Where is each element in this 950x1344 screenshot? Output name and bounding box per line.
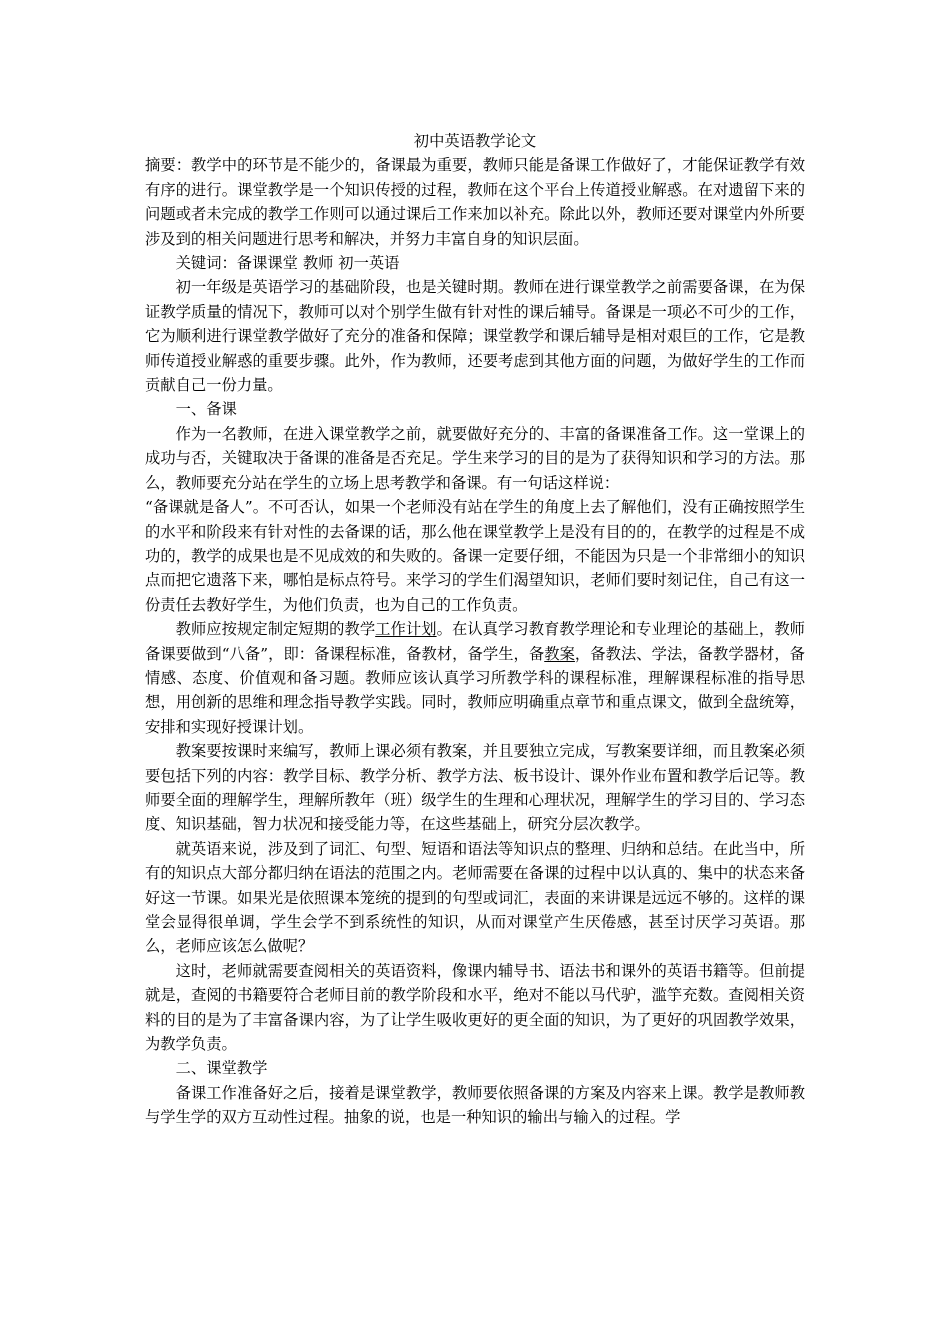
lesson-prep-paragraph-1-continued: “备课就是备人”。不可否认，如果一个老师没有站在学生的角度上去了解他们，没有正确按照学生的水平和阶段来有针对性的去备课的话，那么他在课堂教学上是没有目的的，在教学的过程是不成功的，教学的成果也是不见成效的和失败的。备课一定要仔细，不能因为只是一个非常细小的知识点而把它遗落下来，哪怕是标点符号。来学习的学生们渴望知识，老师们要时刻记住，自己有这一份责任去教好学生，为他们负责，也为自己的工作负责。: [145, 498, 805, 614]
classroom-teaching-paragraph-1: 备课工作准备好之后，接着是课堂教学，教师要依照备课的方案及内容来上课。教学是教师教与学生学的双方互动性过程。抽象的说，也是一种知识的输出与输入的过程。学: [145, 1083, 805, 1127]
lesson-prep-paragraph-5: 这时，老师就需要查阅相关的英语资料，像课内辅导书、语法书和课外的英语书籍等。但前提就是，查阅的书籍要符合老师目前的教学阶段和水平，绝对不能以马代驴，滥竽充数。查阅相关资料的目的是为了丰富备课内容，为了让学生吸收更好的更全面的知识，为了更好的巩固教学效果，为教学负责。: [145, 961, 805, 1054]
section-heading-classroom-teaching: 二、课堂教学: [175, 1059, 268, 1078]
document-title: 初中英语教学论文: [413, 132, 537, 150]
section-heading-lesson-prep: 一、备课: [175, 400, 237, 419]
intro-paragraph: 初一年级是英语学习的基础阶段，也是关键时期。教师在进行课堂教学之前需要备课，在为保证教学质量的情况下，教师可以对个别学生做有针对性的课后辅导。备课是一项必不可少的工作，它为顺利进行课堂教学做好了充分的准备和保障；课堂教学和课后辅导是相对艰巨的工作，它是教师传道授业解惑的重要步骤。此外，作为教师，还要考虑到其他方面的问题，为做好学生的工作而贡献自己一份力量。: [145, 278, 805, 395]
abstract-paragraph: 摘要：教学中的环节是不能少的，备课最为重要，教师只能是备课工作做好了，才能保证教学有效有序的进行。课堂教学是一个知识传授的过程，教师在这个平台上传道授业解惑。在对遗留下来的问题或者未完成的教学工作则可以通过课后工作来加以补充。除此以外，教师还要对课堂内外所要涉及到的相关问题进行思考和解决，并努力丰富自身的知识层面。: [145, 156, 805, 248]
paragraph-text: ，备教法、学法，备教学器材，备情感、态度、价值观和备习题。教师应该认真学习所教学科的课程标准，理解课程标准的指导思想，用创新的思维和理念指导教学实践。同时，教师应明确重点章节和重点课文，做到全盘统筹，安排和实现好授课计划。: [145, 644, 805, 736]
work-plan-link[interactable]: 工作计划: [375, 620, 437, 639]
document-page: [145, 129, 805, 1130]
paragraph-text: 教师应按规定制定短期的教学: [175, 620, 376, 639]
lesson-prep-paragraph-3: 教案要按课时来编写，教师上课必须有教案，并且要独立完成，写教案要详细，而且教案必须要包括下列的内容：教学目标、教学分析、教学方法、板书设计、课外作业布置和教学后记等。教师要全面的理解学生，理解所教年（班）级学生的生理和心理状况，理解学生的学习目的、学习态度、知识基础，智力状况和接受能力等，在这些基础上，研究分层次教学。: [145, 742, 805, 834]
lesson-prep-paragraph-4: 就英语来说，涉及到了词汇、句型、短语和语法等知识点的整理、归纳和总结。在此当中，所有的知识点大部分都归纳在语法的范围之内。老师需要在备课的过程中以认真的、集中的状态来备好这一节课。如果光是依照课本笼统的提到的句型或词汇，表面的来讲课是远远不够的。这样的课堂会显得很单调，学生会学不到系统性的知识，从而对课堂产生厌倦感，甚至讨厌学习英语。那么，老师应该怎么做呢？: [145, 839, 805, 956]
lesson-prep-paragraph-1: 作为一名教师，在进入课堂教学之前，就要做好充分的、丰富的备课准备工作。这一堂课上的成功与否，关键取决于备课的准备是否充足。学生来学习的目的是为了获得知识和学习的方法。那么，教师要充分站在学生的立场上思考教学和备课。有一句话这样说：: [145, 424, 805, 492]
lesson-plan-link[interactable]: 教案: [544, 644, 575, 663]
keywords-line: 关键词：备课课堂 教师 初一英语: [175, 254, 400, 273]
paragraph-text: 。在认真学习教育教学理论和专业理论的基础上，教师备课要做到“八备”，即：备课程标准，备教材，备学生，备: [145, 620, 805, 663]
lesson-prep-paragraph-2: [145, 617, 805, 739]
